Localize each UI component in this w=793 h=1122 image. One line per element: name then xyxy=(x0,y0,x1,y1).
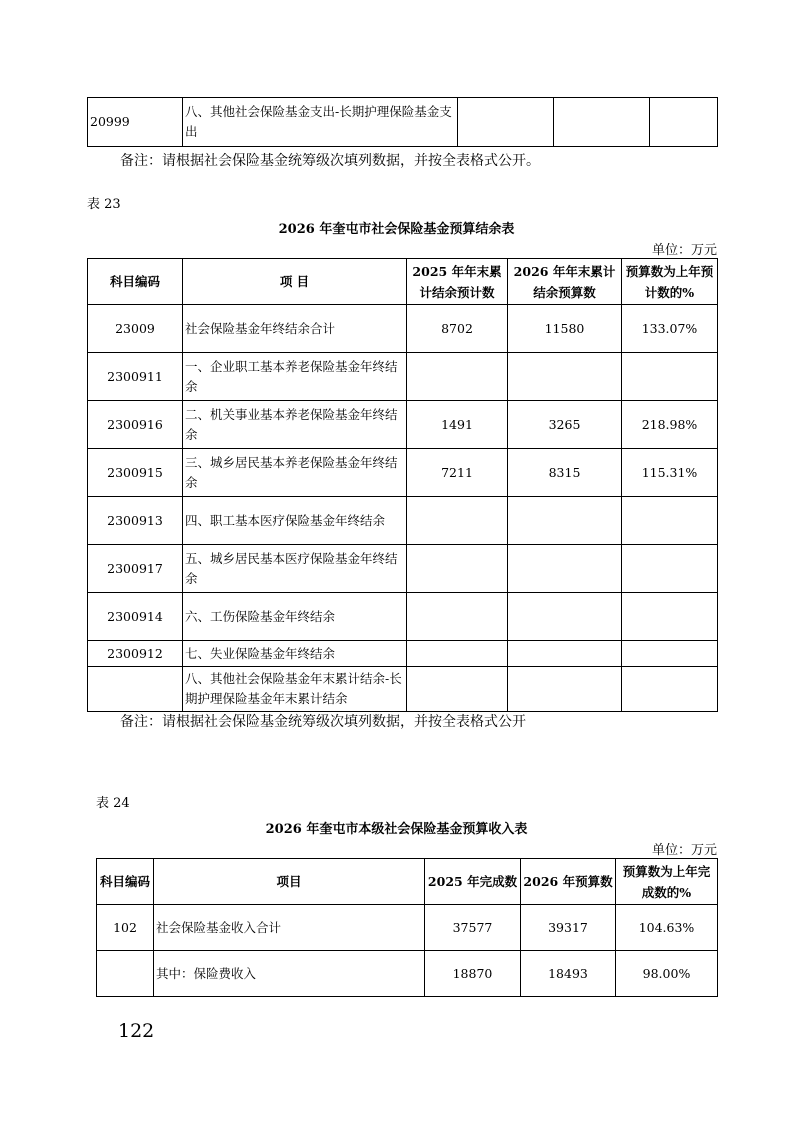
value-cell xyxy=(622,667,718,712)
subject-code xyxy=(97,951,154,997)
subject-code: 2300917 xyxy=(88,545,183,593)
table23-unit: 单位：万元 xyxy=(651,243,717,258)
value-cell xyxy=(622,497,718,545)
value-cell xyxy=(407,353,508,401)
value-cell: 133.07% xyxy=(622,305,718,353)
value-cell xyxy=(508,353,622,401)
value-cell xyxy=(508,667,622,712)
top-note: 备注：请根据社会保险基金统筹级次填列数据，并按全表格式公开。 xyxy=(120,153,540,169)
item-name: 八、其他社会保险基金支出-长期护理保险基金支出 xyxy=(183,98,458,147)
subject-code: 102 xyxy=(97,905,154,951)
value-cell xyxy=(622,593,718,641)
item-name: 二、机关事业基本养老保险基金年终结余 xyxy=(183,401,407,449)
table24-label: 表 24 xyxy=(96,796,130,811)
value-cell xyxy=(508,497,622,545)
value-cell xyxy=(508,545,622,593)
header-cell: 2026 年预算数 xyxy=(521,859,616,905)
table-row xyxy=(88,497,718,545)
header-cell: 项 目 xyxy=(183,259,407,305)
table23-label: 表 23 xyxy=(87,197,121,212)
table-row xyxy=(97,951,718,997)
value-cell: 1491 xyxy=(407,401,508,449)
value-cell: 8315 xyxy=(508,449,622,497)
item-name: 社会保险基金收入合计 xyxy=(154,905,425,951)
value-cell xyxy=(458,98,554,147)
value-cell xyxy=(622,545,718,593)
subject-code: 2300915 xyxy=(88,449,183,497)
table-row xyxy=(88,98,718,147)
value-cell xyxy=(407,667,508,712)
table23-note: 备注：请根据社会保险基金统筹级次填列数据，并按全表格式公开 xyxy=(120,714,526,730)
header-cell: 2026 年年末累计结余预算数 xyxy=(508,259,622,305)
table-header-row xyxy=(88,259,718,305)
item-name: 五、城乡居民基本医疗保险基金年终结余 xyxy=(183,545,407,593)
table24-title: 2026 年奎屯市本级社会保险基金预算收入表 xyxy=(265,822,528,837)
value-cell: 115.31% xyxy=(622,449,718,497)
table-top xyxy=(87,97,718,147)
subject-code: 2300914 xyxy=(88,593,183,641)
subject-code xyxy=(88,667,183,712)
table-row xyxy=(88,449,718,497)
value-cell xyxy=(407,545,508,593)
table24-unit: 单位：万元 xyxy=(651,843,717,858)
item-name: 六、工伤保险基金年终结余 xyxy=(183,593,407,641)
value-cell: 8702 xyxy=(407,305,508,353)
value-cell xyxy=(650,98,718,147)
header-cell: 科目编码 xyxy=(97,859,154,905)
value-cell: 39317 xyxy=(521,905,616,951)
subject-code: 20999 xyxy=(88,98,183,147)
header-cell: 科目编码 xyxy=(88,259,183,305)
table-row xyxy=(88,641,718,667)
table-row xyxy=(88,593,718,641)
item-name: 七、失业保险基金年终结余 xyxy=(183,641,407,667)
item-name: 其中：保险费收入 xyxy=(154,951,425,997)
value-cell xyxy=(508,593,622,641)
table-row xyxy=(88,545,718,593)
value-cell xyxy=(407,593,508,641)
value-cell xyxy=(554,98,650,147)
subject-code: 2300913 xyxy=(88,497,183,545)
value-cell xyxy=(407,641,508,667)
table23-title: 2026 年奎屯市社会保险基金预算结余表 xyxy=(278,222,515,237)
value-cell xyxy=(622,641,718,667)
item-name: 社会保险基金年终结余合计 xyxy=(183,305,407,353)
value-cell: 37577 xyxy=(425,905,521,951)
value-cell: 98.00% xyxy=(616,951,718,997)
table-row xyxy=(88,667,718,712)
subject-code: 2300916 xyxy=(88,401,183,449)
header-cell: 预算数为上年完成数的% xyxy=(616,859,718,905)
table-header-row xyxy=(97,859,718,905)
value-cell: 7211 xyxy=(407,449,508,497)
item-name: 八、其他社会保险基金年末累计结余-长期护理保险基金年末累计结余 xyxy=(183,667,407,712)
table24 xyxy=(96,858,718,997)
header-cell: 项目 xyxy=(154,859,425,905)
header-cell: 预算数为上年预计数的% xyxy=(622,259,718,305)
table-row xyxy=(88,353,718,401)
value-cell: 11580 xyxy=(508,305,622,353)
page-number: 122 xyxy=(118,1020,155,1042)
value-cell xyxy=(622,353,718,401)
header-cell: 2025 年年末累计结余预计数 xyxy=(407,259,508,305)
table-row xyxy=(88,401,718,449)
value-cell xyxy=(407,497,508,545)
subject-code: 2300912 xyxy=(88,641,183,667)
value-cell: 3265 xyxy=(508,401,622,449)
value-cell xyxy=(508,641,622,667)
value-cell: 18870 xyxy=(425,951,521,997)
value-cell: 18493 xyxy=(521,951,616,997)
table-row xyxy=(97,905,718,951)
item-name: 四、职工基本医疗保险基金年终结余 xyxy=(183,497,407,545)
table23 xyxy=(87,258,718,712)
subject-code: 2300911 xyxy=(88,353,183,401)
item-name: 三、城乡居民基本养老保险基金年终结余 xyxy=(183,449,407,497)
table-row xyxy=(88,305,718,353)
value-cell: 104.63% xyxy=(616,905,718,951)
item-name: 一、企业职工基本养老保险基金年终结余 xyxy=(183,353,407,401)
subject-code: 23009 xyxy=(88,305,183,353)
value-cell: 218.98% xyxy=(622,401,718,449)
header-cell: 2025 年完成数 xyxy=(425,859,521,905)
